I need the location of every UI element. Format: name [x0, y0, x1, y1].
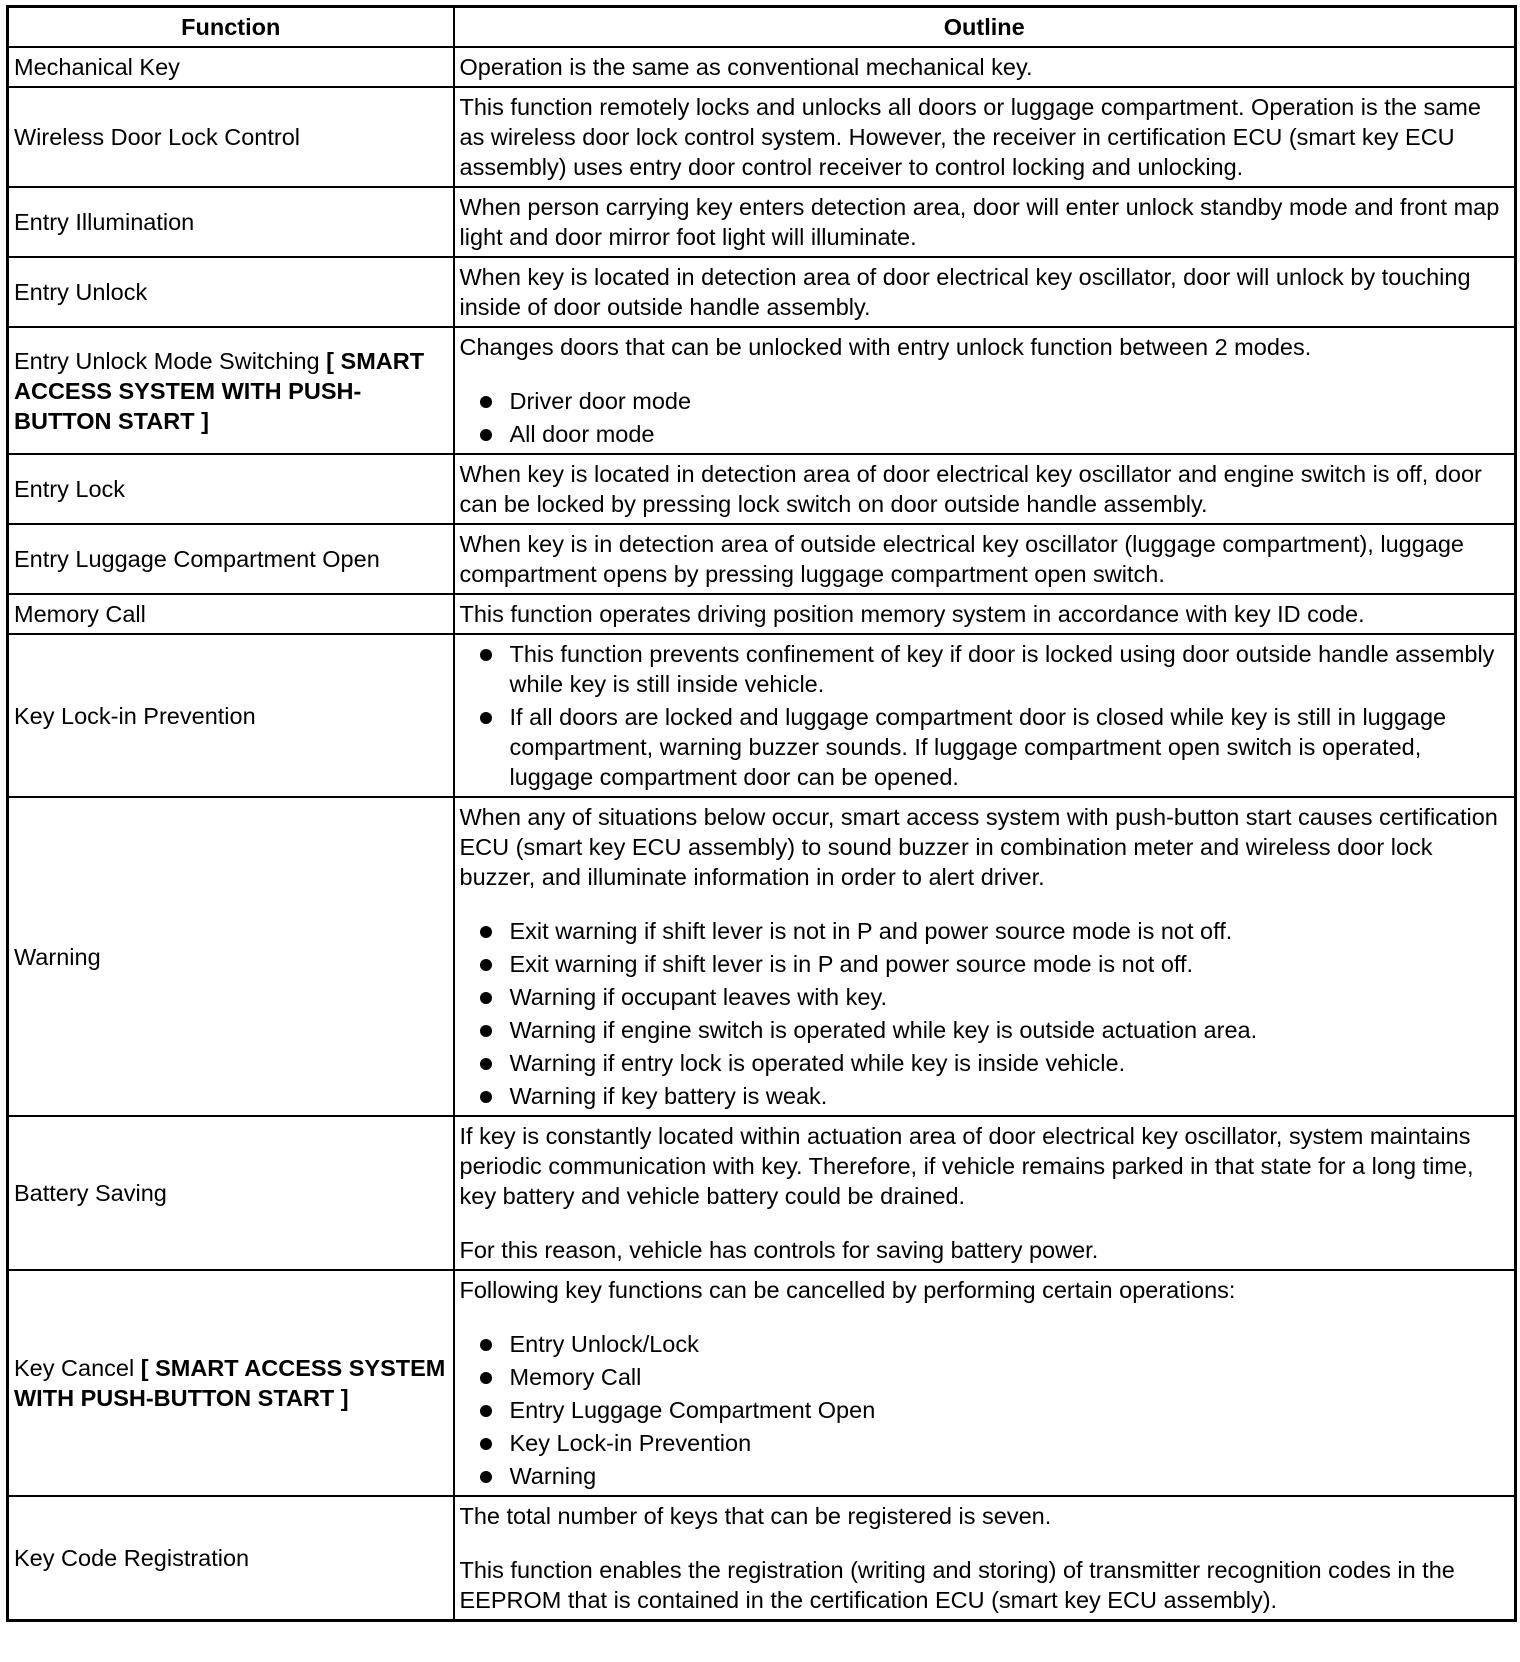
bullet-icon	[480, 1058, 492, 1070]
function-cell	[8, 47, 454, 87]
function-note: [ SMART ACCESS SYSTEM WITH PUSH-BUTTON START ]	[14, 1355, 446, 1411]
outline-cell	[454, 257, 1516, 327]
outline-text: This function remotely locks and unlocks all doors or luggage compartment. Operation is the same as wireless door lock control system. However, the receiver in certification ECU (smart key ECU assembly) uses entry door control receiver to control locking and unlocking.	[459, 94, 1481, 180]
function-name: Entry Lock	[14, 476, 126, 502]
bullet-list	[460, 916, 1510, 1111]
list-item: Warning if entry lock is operated while key is inside vehicle.	[460, 1048, 1510, 1078]
bullet-icon	[480, 396, 492, 408]
outline-cell	[454, 454, 1516, 524]
function-cell	[8, 1270, 454, 1496]
function-cell	[8, 454, 454, 524]
function-cell	[8, 327, 454, 454]
function-name: Entry Unlock	[14, 279, 148, 305]
bullet-icon	[480, 1339, 492, 1351]
list-item: Driver door mode	[460, 386, 1510, 416]
outline-text: If key is constantly located within actuation area of door electrical key oscillator, system maintains periodic communication with key. Therefore, if vehicle remains parked in that state for a long time, key battery and vehicle battery could be drained.	[459, 1123, 1474, 1209]
outline-text: The total number of keys that can be registered is seven.	[459, 1503, 1052, 1529]
outline-cell	[454, 47, 1516, 87]
list-item: Exit warning if shift lever is in P and power source mode is not off.	[460, 949, 1510, 979]
function-column-header: Function	[8, 7, 454, 48]
list-item: Exit warning if shift lever is not in P and power source mode is not off.	[460, 916, 1510, 946]
table-row	[8, 1496, 1516, 1621]
list-item: Warning if key battery is weak.	[460, 1081, 1510, 1111]
function-name: Entry Illumination	[14, 209, 195, 235]
bullet-icon	[480, 1091, 492, 1103]
function-name: Battery Saving	[14, 1180, 167, 1206]
table-row	[8, 797, 1516, 1116]
list-item: Entry Luggage Compartment Open	[460, 1395, 1510, 1425]
bullet-icon	[480, 1471, 492, 1483]
function-name: Memory Call	[14, 601, 146, 627]
outline-cell	[454, 797, 1516, 1116]
table-row	[8, 594, 1516, 634]
table-row	[8, 187, 1516, 257]
table-row	[8, 327, 1516, 454]
function-cell	[8, 594, 454, 634]
outline-column-header: Outline	[454, 7, 1516, 48]
bullet-icon	[480, 712, 492, 724]
table-row	[8, 87, 1516, 187]
function-name: Key Lock-in Prevention	[14, 702, 256, 729]
function-cell	[8, 524, 454, 594]
outline-cell	[454, 1270, 1516, 1496]
outline-text: When key is located in detection area of door electrical key oscillator and engine switch is off, door can be locked by pressing lock switch on door outside handle assembly.	[459, 461, 1482, 517]
outline-cell	[454, 1116, 1516, 1270]
bullet-list	[460, 1329, 1510, 1491]
outline-cell	[454, 187, 1516, 257]
function-cell	[8, 1496, 454, 1621]
bullet-list	[460, 386, 1510, 449]
outline-text: This function operates driving position memory system in accordance with key ID code.	[459, 601, 1365, 627]
function-note: [ SMART ACCESS SYSTEM WITH PUSH-BUTTON START ]	[14, 347, 425, 434]
list-item: Warning if engine switch is operated while key is outside actuation area.	[460, 1015, 1510, 1045]
table-row	[8, 257, 1516, 327]
list-item: Memory Call	[460, 1362, 1510, 1392]
outline-text: When key is located in detection area of door electrical key oscillator, door will unlock by touching inside of door outside handle assembly.	[459, 264, 1471, 320]
bullet-icon	[480, 1372, 492, 1384]
function-name: Wireless Door Lock Control	[14, 124, 301, 150]
outline-cell	[454, 594, 1516, 634]
function-outline-table	[6, 5, 1517, 1622]
list-item: This function prevents confinement of key if door is locked using door outside handle assembly while key is still inside vehicle.	[460, 639, 1510, 699]
table-row	[8, 454, 1516, 524]
function-cell	[8, 1116, 454, 1270]
list-item: All door mode	[460, 419, 1510, 449]
table-row	[8, 634, 1516, 797]
outline-text: When any of situations below occur, smart access system with push-button start causes certification ECU (smart key ECU assembly) to sound buzzer in combination meter and wireless door lock buzzer, and illuminate information in order to alert driver.	[459, 804, 1498, 890]
outline-text: Following key functions can be cancelled by performing certain operations:	[459, 1277, 1236, 1303]
function-name: Mechanical Key	[14, 54, 180, 80]
bullet-icon	[480, 992, 492, 1004]
outline-text: When person carrying key enters detection area, door will enter unlock standby mode and front map light and door mirror foot light will illuminate.	[459, 194, 1500, 250]
function-cell	[8, 257, 454, 327]
outline-cell	[454, 87, 1516, 187]
function-name: Entry Unlock Mode Switching	[14, 347, 320, 374]
function-cell	[8, 634, 454, 797]
outline-text-secondary: This function enables the registration (writing and storing) of transmitter recognition codes in the EEPROM that is contained in the certification ECU (smart key ECU assembly).	[459, 1557, 1455, 1613]
function-cell	[8, 187, 454, 257]
header-row	[8, 7, 1516, 48]
function-cell	[8, 797, 454, 1116]
outline-cell	[454, 524, 1516, 594]
function-name: Key Cancel	[14, 1355, 135, 1381]
bullet-icon	[480, 959, 492, 971]
table-row	[8, 1116, 1516, 1270]
outline-cell	[454, 634, 1516, 797]
table-row	[8, 524, 1516, 594]
list-item: Warning if occupant leaves with key.	[460, 982, 1510, 1012]
bullet-icon	[480, 1405, 492, 1417]
list-item: Key Lock-in Prevention	[460, 1428, 1510, 1458]
outline-text-secondary: For this reason, vehicle has controls for saving battery power.	[459, 1237, 1099, 1263]
list-item: If all doors are locked and luggage compartment door is closed while key is still in luggage compartment, warning buzzer sounds. If luggage compartment open switch is operated, luggage compartment door can be opened.	[460, 702, 1510, 792]
outline-cell	[454, 327, 1516, 454]
bullet-icon	[480, 1025, 492, 1037]
bullet-icon	[480, 926, 492, 938]
bullet-icon	[480, 429, 492, 441]
list-item: Warning	[460, 1461, 1510, 1491]
table-row	[8, 47, 1516, 87]
function-name: Entry Luggage Compartment Open	[14, 546, 380, 572]
bullet-list	[460, 639, 1510, 792]
bullet-icon	[480, 1438, 492, 1450]
outline-text: When key is in detection area of outside electrical key oscillator (luggage compartment), luggage compartment opens by pressing luggage compartment open switch.	[459, 531, 1464, 587]
table-row	[8, 1270, 1516, 1496]
list-item: Entry Unlock/Lock	[460, 1329, 1510, 1359]
function-name: Warning	[14, 943, 101, 970]
bullet-icon	[480, 649, 492, 661]
function-name: Key Code Registration	[14, 1545, 250, 1571]
function-cell	[8, 87, 454, 187]
outline-cell	[454, 1496, 1516, 1621]
outline-text: Operation is the same as conventional mechanical key.	[459, 54, 1033, 80]
outline-text: Changes doors that can be unlocked with entry unlock function between 2 modes.	[459, 334, 1312, 360]
